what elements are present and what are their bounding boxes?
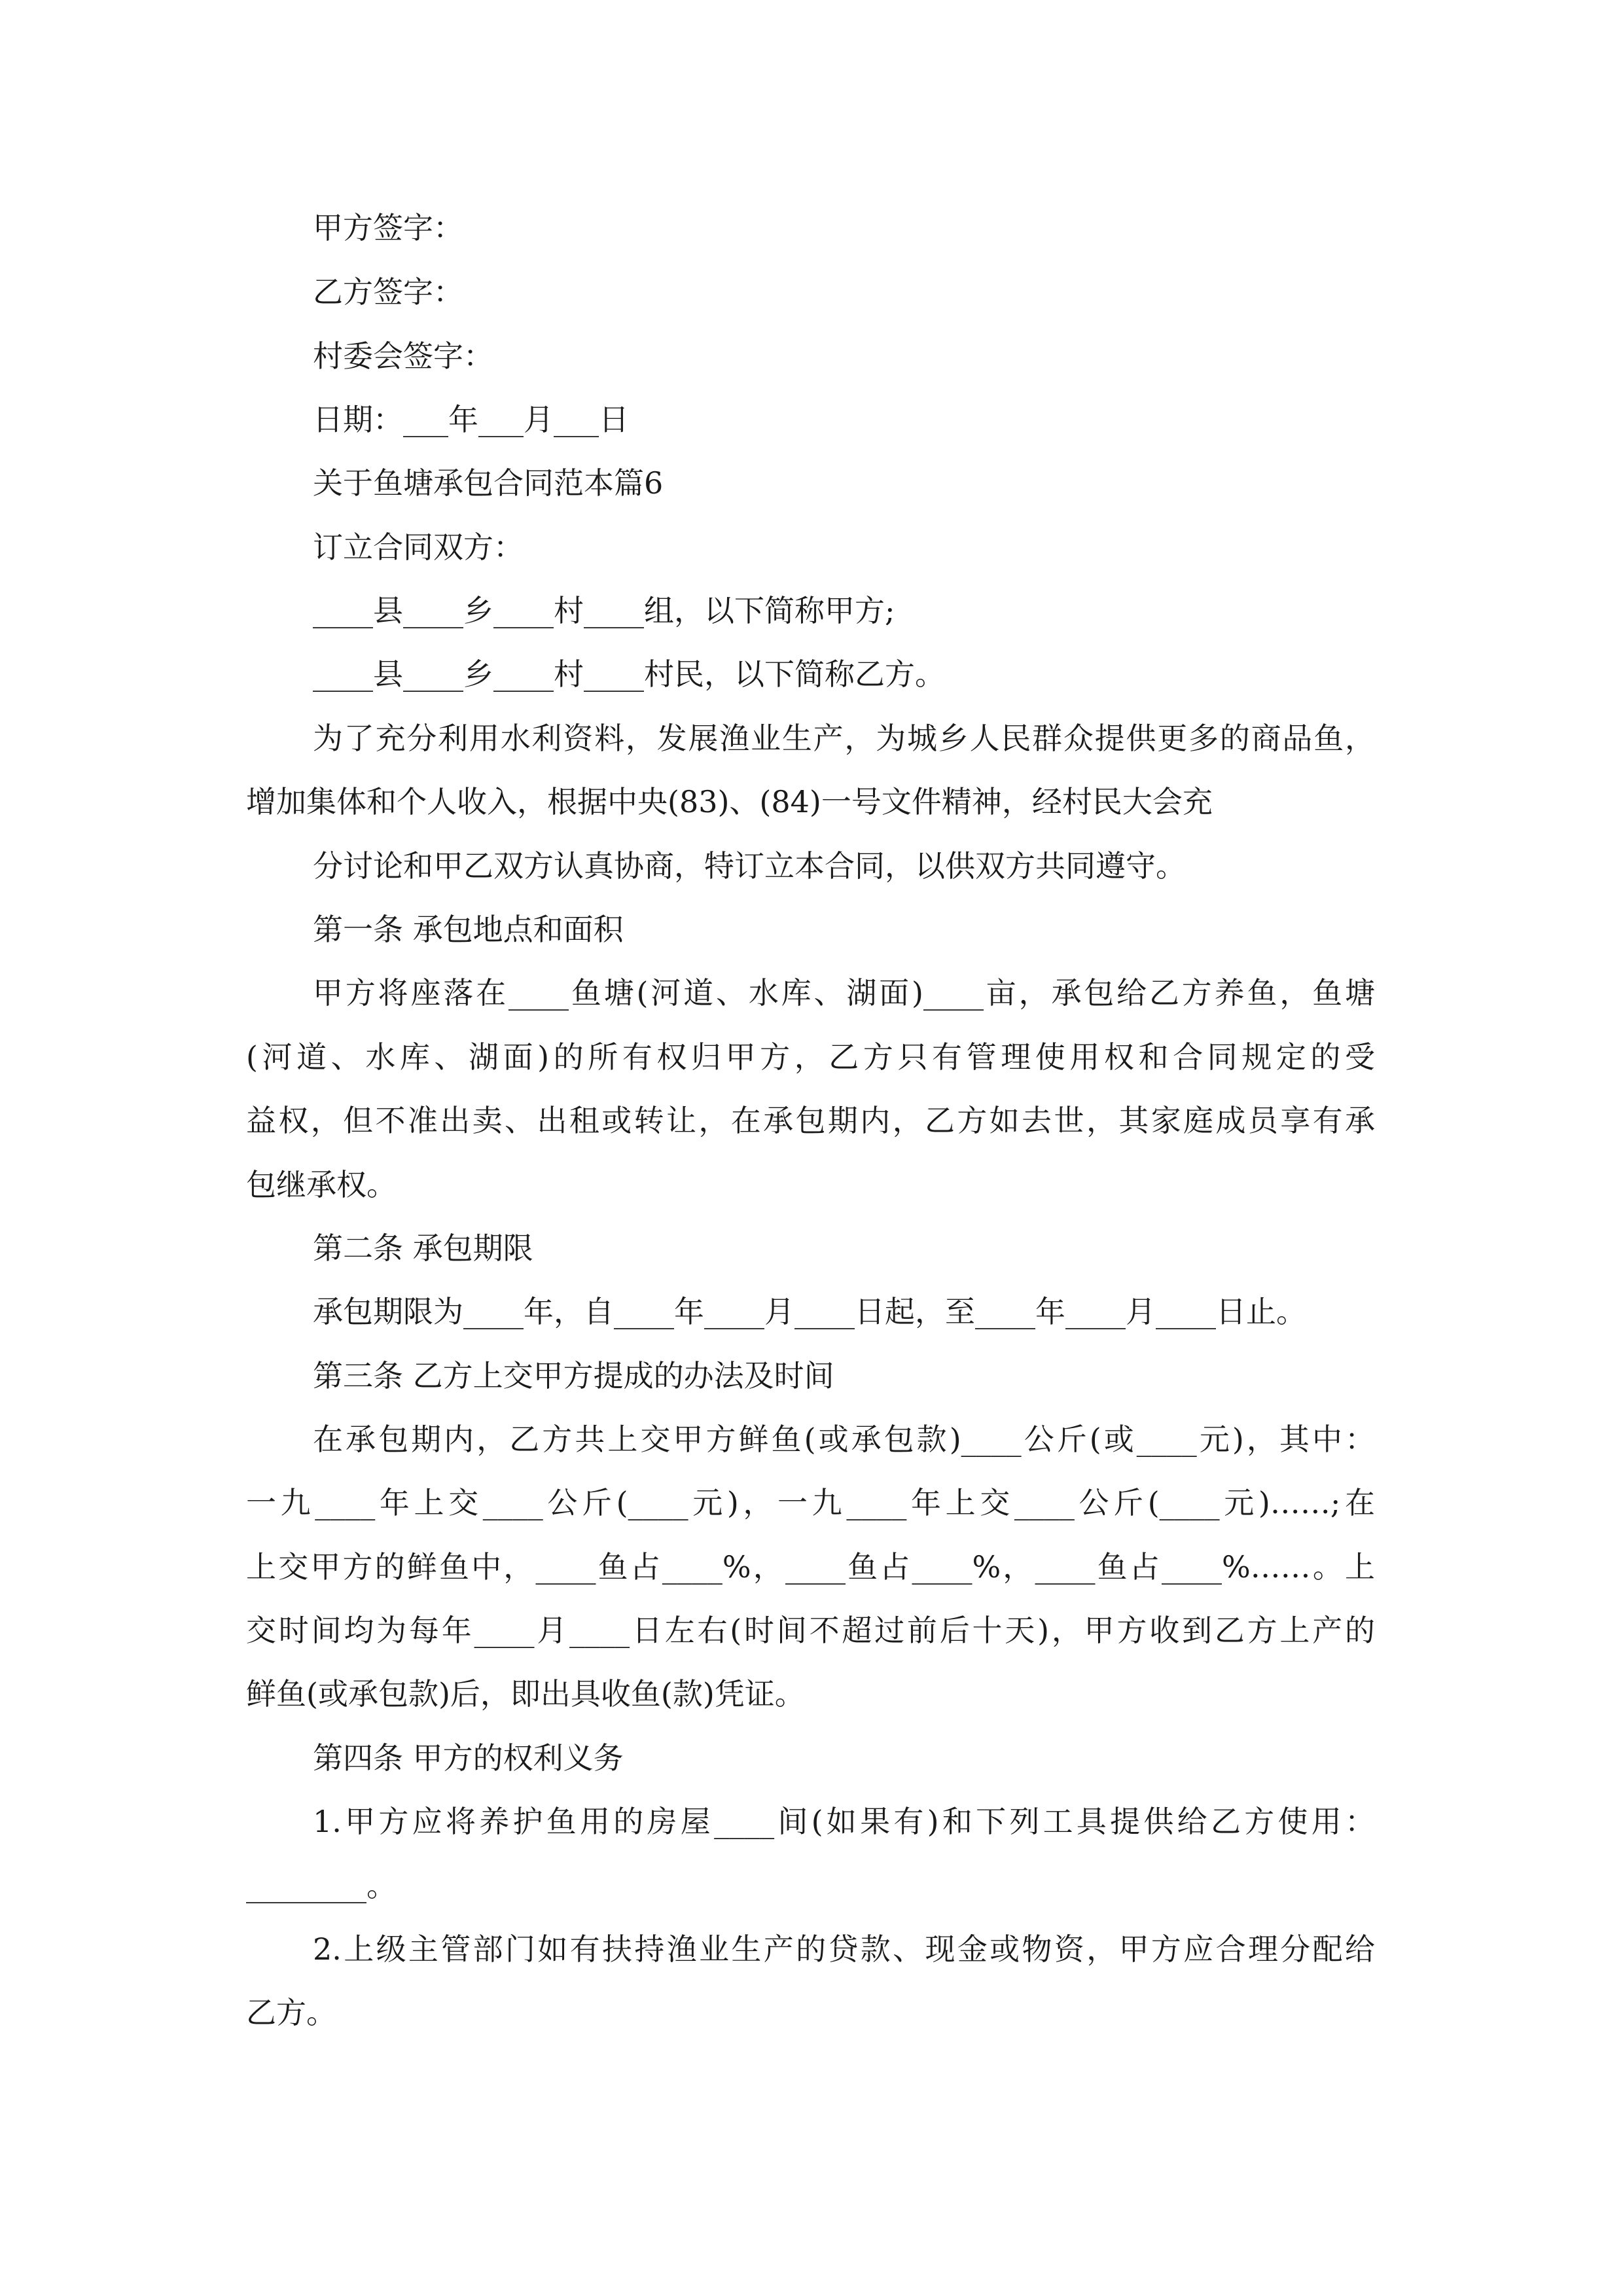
article-1-line-4: 包继承权。 bbox=[246, 1167, 397, 1202]
article-3-heading: 第三条 乙方上交甲方提成的办法及时间 bbox=[313, 1358, 834, 1393]
article-1-line-2: (河道、水库、湖面)的所有权归甲方，乙方只有管理使用权和合同规定的受 bbox=[246, 1039, 1375, 1075]
date-line: 日期：___年___月___日 bbox=[313, 402, 629, 437]
article-4-heading: 第四条 甲方的权利义务 bbox=[313, 1740, 624, 1776]
article-4-item-2-line-1: 2.上级主管部门如有扶持渔业生产的贷款、现金或物资，甲方应合理分配给 bbox=[313, 1931, 1375, 1967]
section-title: 关于鱼塘承包合同范本篇6 bbox=[313, 465, 664, 501]
article-1-line-1: 甲方将座落在____鱼塘(河道、水库、湖面)____亩，承包给乙方养鱼，鱼塘 bbox=[313, 975, 1375, 1011]
preamble-line-1: 为了充分利用水利资料，发展渔业生产，为城乡人民群众提供更多的商品鱼， bbox=[313, 721, 1375, 756]
article-1-line-3: 益权，但不准出卖、出租或转让，在承包期内，乙方如去世，其家庭成员享有承 bbox=[246, 1103, 1375, 1138]
article-4-item-1-line-2: ________。 bbox=[246, 1868, 397, 1903]
article-2-line-1: 承包期限为____年，自____年____月____日起，至____年____月____日止。 bbox=[313, 1294, 1306, 1329]
article-3-line-5: 鲜鱼(或承包款)后，即出具收鱼(款)凭证。 bbox=[246, 1676, 805, 1712]
article-3-line-4: 交时间均为每年____月____日左右(时间不超过前后十天)，甲方收到乙方上产的 bbox=[246, 1613, 1375, 1648]
party-a-line: ____县____乡____村____组，以下简称甲方; bbox=[313, 593, 895, 628]
parties-heading: 订立合同双方： bbox=[313, 529, 524, 565]
village-committee-signature: 村委会签字： bbox=[313, 338, 493, 374]
article-2-heading: 第二条 承包期限 bbox=[313, 1230, 533, 1266]
article-3-line-3: 上交甲方的鲜鱼中，____鱼占____%，____鱼占____%，____鱼占____%……。上 bbox=[246, 1549, 1375, 1585]
article-1-heading: 第一条 承包地点和面积 bbox=[313, 912, 624, 947]
article-3-line-1: 在承包期内，乙方共上交甲方鲜鱼(或承包款)____公斤(或____元)，其中： bbox=[313, 1422, 1375, 1457]
party-b-line: ____县____乡____村____村民，以下简称乙方。 bbox=[313, 656, 945, 692]
party-a-signature: 甲方签字： bbox=[313, 210, 463, 245]
article-4-item-1-line-1: 1.甲方应将养护鱼用的房屋____间(如果有)和下列工具提供给乙方使用： bbox=[313, 1804, 1375, 1839]
preamble-line-2: 增加集体和个人收入，根据中央(83)、(84)一号文件精神，经村民大会充 bbox=[246, 784, 1213, 819]
article-3-line-2: 一九____年上交____公斤(____元)，一九____年上交____公斤(____元)……;在 bbox=[246, 1485, 1375, 1520]
preamble-line-3: 分讨论和甲乙双方认真协商，特订立本合同，以供双方共同遵守。 bbox=[313, 848, 1186, 884]
party-b-signature: 乙方签字： bbox=[313, 274, 463, 310]
article-4-item-2-line-2: 乙方。 bbox=[246, 1995, 336, 2030]
